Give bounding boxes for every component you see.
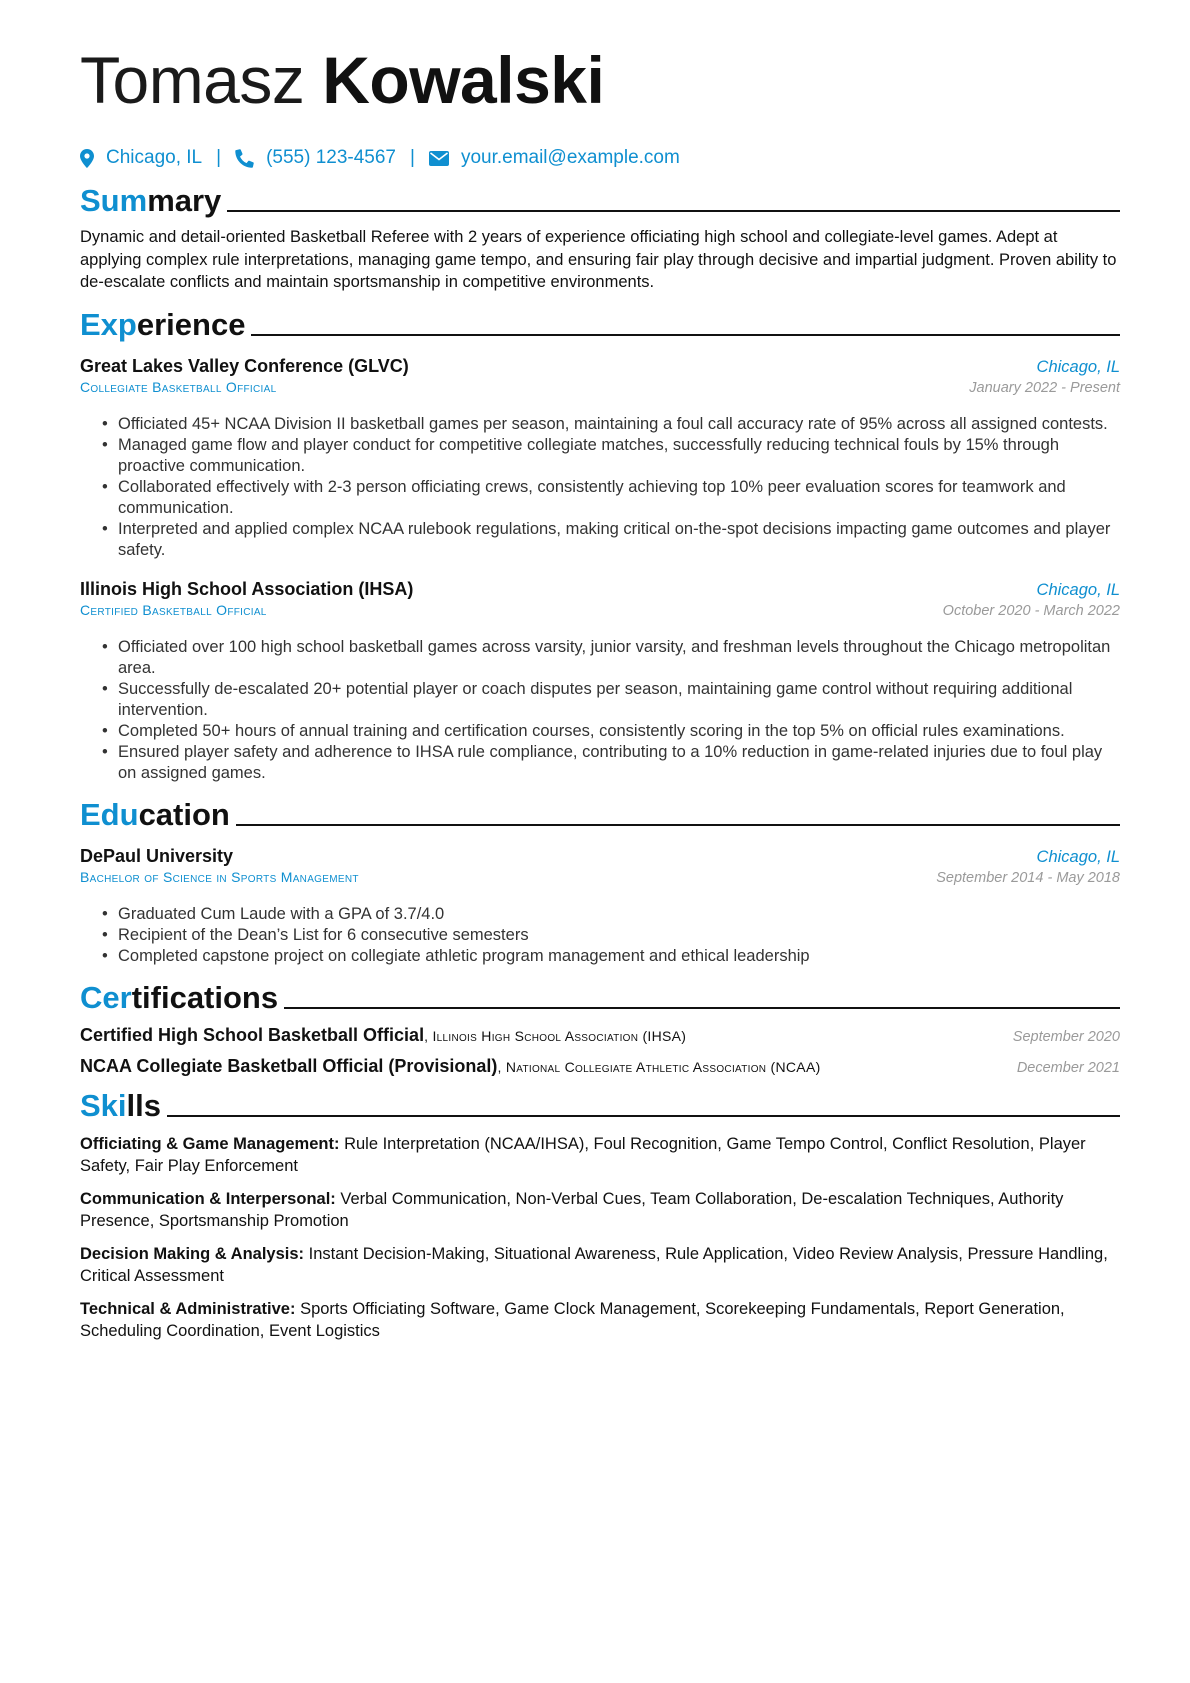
experience-list: [80, 356, 1120, 784]
school-name: DePaul University: [80, 845, 234, 866]
first-name: Tomasz: [80, 43, 305, 117]
achievement-list: [80, 414, 1120, 561]
experience-entry: [80, 579, 1120, 784]
list-item: • Managed game flow and player conduct for competitive collegiate matches, successfully reducing technical fouls by 15% through proactive communication.: [118, 435, 1120, 477]
certification-issuer: National Collegiate Athletic Association (NCAA): [505, 1058, 821, 1075]
skill-category: Technical & Administrative:: [80, 1299, 296, 1318]
section-divider: [227, 210, 1120, 212]
certification-name: Certified High School Basketball Official: [80, 1024, 425, 1045]
skills-heading: Skills: [80, 1087, 161, 1123]
certification-name: NCAA Collegiate Basketball Official (Provisional): [80, 1055, 498, 1076]
certification-item: Certified High School Basketball Official, Illinois High School Association (IHSA) September 2020: [80, 1024, 1120, 1045]
list-item: • Graduated Cum Laude with a GPA of 3.7/4.0: [118, 904, 1120, 925]
skills-list: [80, 1133, 1120, 1343]
list-item: • Ensured player safety and adherence to IHSA rule compliance, contributing to a 10% reduction in game-related injuries due to foul play on assigned games.: [118, 742, 1120, 784]
entry-location: Chicago, IL: [1036, 580, 1120, 599]
experience-entry: [80, 356, 1120, 561]
skill-category: Decision Making & Analysis:: [80, 1244, 305, 1263]
entry-dates: September 2014 - May 2018: [936, 869, 1120, 886]
phone-text: (555) 123-4567: [266, 147, 396, 168]
skill-category: Officiating & Game Management:: [80, 1134, 340, 1153]
list-item: • Completed 50+ hours of annual training and certification courses, consistently scoring in the top 5% on official rules examinations.: [118, 721, 1120, 742]
section-divider: [284, 1007, 1120, 1009]
skill-items: Verbal Communication, Non-Verbal Cues, Team Collaboration, De-escalation Techniques, Authority Presence, Sportsmanship Promotion: [80, 1189, 1064, 1230]
entry-location: Chicago, IL: [1036, 357, 1120, 376]
skill-group: [80, 1133, 1120, 1178]
job-title: Certified Basketball Official: [80, 601, 267, 618]
skill-items: Sports Officiating Software, Game Clock Management, Scorekeeping Fundamentals, Report Generation, Scheduling Coordination, Event Logistics: [80, 1299, 1065, 1340]
envelope-icon: [429, 151, 449, 166]
location-text: Chicago, IL: [106, 147, 203, 168]
list-item: • Collaborated effectively with 2-3 person officiating crews, consistently achieving top 10% peer evaluation scores for teamwork and communication.: [118, 477, 1120, 519]
list-item: • Completed capstone project on collegiate athletic program management and ethical leadership: [118, 946, 1120, 967]
job-title: Collegiate Basketball Official: [80, 378, 277, 395]
degree-title: Bachelor of Science in Sports Management: [80, 868, 359, 885]
education-entry: [80, 846, 1120, 967]
certification-list: [80, 1025, 1120, 1077]
entry-location: Chicago, IL: [1036, 847, 1120, 866]
achievement-list: [80, 904, 1120, 967]
skill-items: Rule Interpretation (NCAA/IHSA), Foul Recognition, Game Tempo Control, Conflict Resolution, Player Safety, Fair Play Enforcement: [80, 1134, 1086, 1175]
education-section-header: [80, 796, 1120, 834]
last-name: Kowalski: [322, 43, 605, 117]
contact-bar: [80, 144, 1120, 172]
education-heading: Education: [80, 796, 230, 832]
achievement-list: [80, 637, 1120, 784]
list-item: • Interpreted and applied complex NCAA rulebook regulations, making critical on-the-spot decisions impacting game outcomes and player safety.: [118, 519, 1120, 561]
email-text: your.email@example.com: [460, 147, 680, 168]
entry-dates: October 2020 - March 2022: [942, 602, 1120, 619]
education-list: [80, 846, 1120, 967]
summary-heading: Summary: [80, 183, 222, 218]
summary-section-header: [80, 182, 1120, 220]
list-item: • Successfully de-escalated 20+ potential player or coach disputes per season, maintaining game control without requiring additional intervention.: [118, 679, 1120, 721]
skill-category: Communication & Interpersonal:: [80, 1189, 336, 1208]
certifications-heading: Certifications: [80, 979, 279, 1015]
section-divider: [236, 824, 1120, 826]
employer-name: Illinois High School Association (IHSA): [80, 578, 414, 599]
phone-icon: [235, 149, 254, 168]
skill-group: [80, 1243, 1120, 1288]
skill-group: [80, 1188, 1120, 1233]
resume-page: [80, 40, 1120, 1343]
employer-name: Great Lakes Valley Conference (GLVC): [80, 355, 409, 376]
entry-dates: January 2022 - Present: [969, 379, 1120, 396]
contact-separator: |: [410, 147, 415, 168]
experience-heading: Experience: [80, 306, 246, 342]
contact-location: [80, 147, 202, 169]
contact-email[interactable]: [429, 147, 680, 169]
skill-group: [80, 1298, 1120, 1343]
certifications-section-header: [80, 979, 1120, 1017]
section-divider: [167, 1115, 1120, 1117]
summary-text: Dynamic and detail-oriented Basketball Referee with 2 years of experience officiating high school and collegiate-level games. Adept at applying complex rule interpretations, managing game tempo, and ensuring fair play through decisive and impartial judgment. Proven ability to de-escalate conflicts and maintain sportsmanship in competitive environments.: [80, 228, 1117, 291]
section-divider: [251, 334, 1120, 336]
list-item: • Officiated 45+ NCAA Division II basketball games per season, maintaining a foul call accuracy rate of 95% across all assigned contests.: [118, 414, 1120, 435]
certification-date: September 2020: [1012, 1028, 1120, 1045]
certification-date: December 2021: [1016, 1059, 1120, 1076]
skill-items: Instant Decision-Making, Situational Awareness, Rule Application, Video Review Analysis, Pressure Handling, Critical Assessment: [80, 1244, 1108, 1285]
certification-issuer: Illinois High School Association (IHSA): [432, 1027, 687, 1044]
skills-section-header: [80, 1087, 1120, 1125]
certification-item: NCAA Collegiate Basketball Official (Provisional), National Collegiate Athletic Association (NCAA) December 2021: [80, 1055, 1120, 1076]
map-marker-icon: [80, 149, 94, 168]
experience-section-header: [80, 306, 1120, 344]
list-item: • Recipient of the Dean’s List for 6 consecutive semesters: [118, 925, 1120, 946]
list-item: • Officiated over 100 high school basketball games across varsity, junior varsity, and freshman levels throughout the Chicago metropolitan area.: [118, 637, 1120, 679]
candidate-name: [80, 40, 1120, 120]
contact-separator: |: [216, 147, 222, 168]
contact-phone[interactable]: [235, 147, 396, 169]
